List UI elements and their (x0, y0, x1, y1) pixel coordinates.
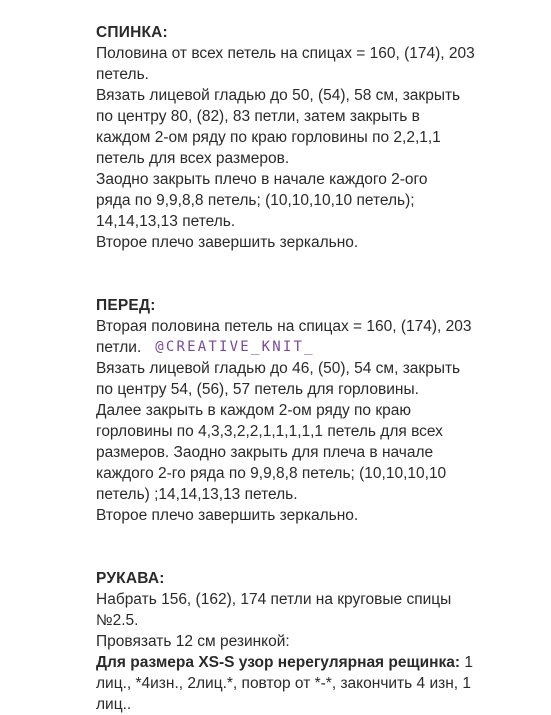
heading-sleeves: РУКАВА: (96, 570, 165, 587)
pattern-bold-label: Для размера XS-S узор нерегулярная рещинка: (96, 654, 461, 671)
text-line: Набрать 156, (162), 174 петли на круговые спицы (96, 591, 452, 608)
text-line: Вторая половина петель на спицах = 160, (174), 203 (96, 318, 472, 335)
text-line: петель) ;14,14,13,13 петель. (96, 486, 298, 503)
text-line: №2.5. (96, 612, 139, 629)
text-line: Заодно закрыть плечо в начале каждого 2-ого (96, 171, 428, 188)
text-line: лиц., *4изн., 2лиц.*, повтор от *-*, закончить 4 изн, 1 (96, 675, 472, 692)
section-sleeves (96, 568, 511, 715)
text-line: Половина от всех петель на спицах = 160, (174), 203 (96, 45, 475, 62)
text-line: каждого 2-го ряда по 9,9,8,8 петель; (10,10,10,10 (96, 465, 447, 482)
text-line: горловины по 4,3,3,2,2,1,1,1,1,1 петель для всех (96, 423, 443, 440)
section-back (96, 22, 511, 253)
text-line: ряда по 9,9,8,8 петель; (10,10,10,10 петель); (96, 192, 415, 209)
text-line: петель. (96, 66, 149, 83)
text-fragment: петли. (96, 339, 142, 356)
section-spacer (96, 526, 511, 568)
text-line: размеров. Заодно закрыть для плеча в начале (96, 444, 434, 461)
section-front (96, 295, 511, 526)
text-line: Второе плечо завершить зеркально. (96, 234, 359, 251)
heading-front: ПЕРЕД: (96, 297, 156, 314)
section-spacer (96, 253, 511, 295)
text-line: петель для всех размеров. (96, 150, 290, 167)
text-fragment: 1 (460, 654, 473, 671)
text-line: Второе плечо завершить зеркально. (96, 507, 359, 524)
text-line: Вязать лицевой гладью до 46, (50), 54 см, закрыть (96, 360, 461, 377)
pattern-line (96, 652, 511, 673)
sleeves-text (96, 589, 511, 715)
text-line: по центру 54, (56), 57 петель для горловины. (96, 381, 419, 398)
heading-back: СПИНКА: (96, 24, 168, 41)
front-text (96, 316, 511, 526)
watermark-logo: @CREATIVE_KNIT_ (155, 339, 315, 355)
text-line: лиц.. (96, 696, 132, 713)
text-line: Вязать лицевой гладью до 50, (54), 58 см, закрыть (96, 87, 461, 104)
back-text (96, 43, 511, 253)
text-line: каждом 2-ом ряду по краю горловины по 2,2,1,1 (96, 129, 441, 146)
text-line: по центру 80, (82), 83 петли, затем закрыть в (96, 108, 420, 125)
text-line: Провязать 12 см резинкой: (96, 633, 290, 650)
text-line-with-watermark (96, 337, 511, 358)
text-line: Далее закрыть в каждом 2-ом ряду по краю (96, 402, 412, 419)
text-line: 14,14,13,13 петель. (96, 213, 236, 230)
